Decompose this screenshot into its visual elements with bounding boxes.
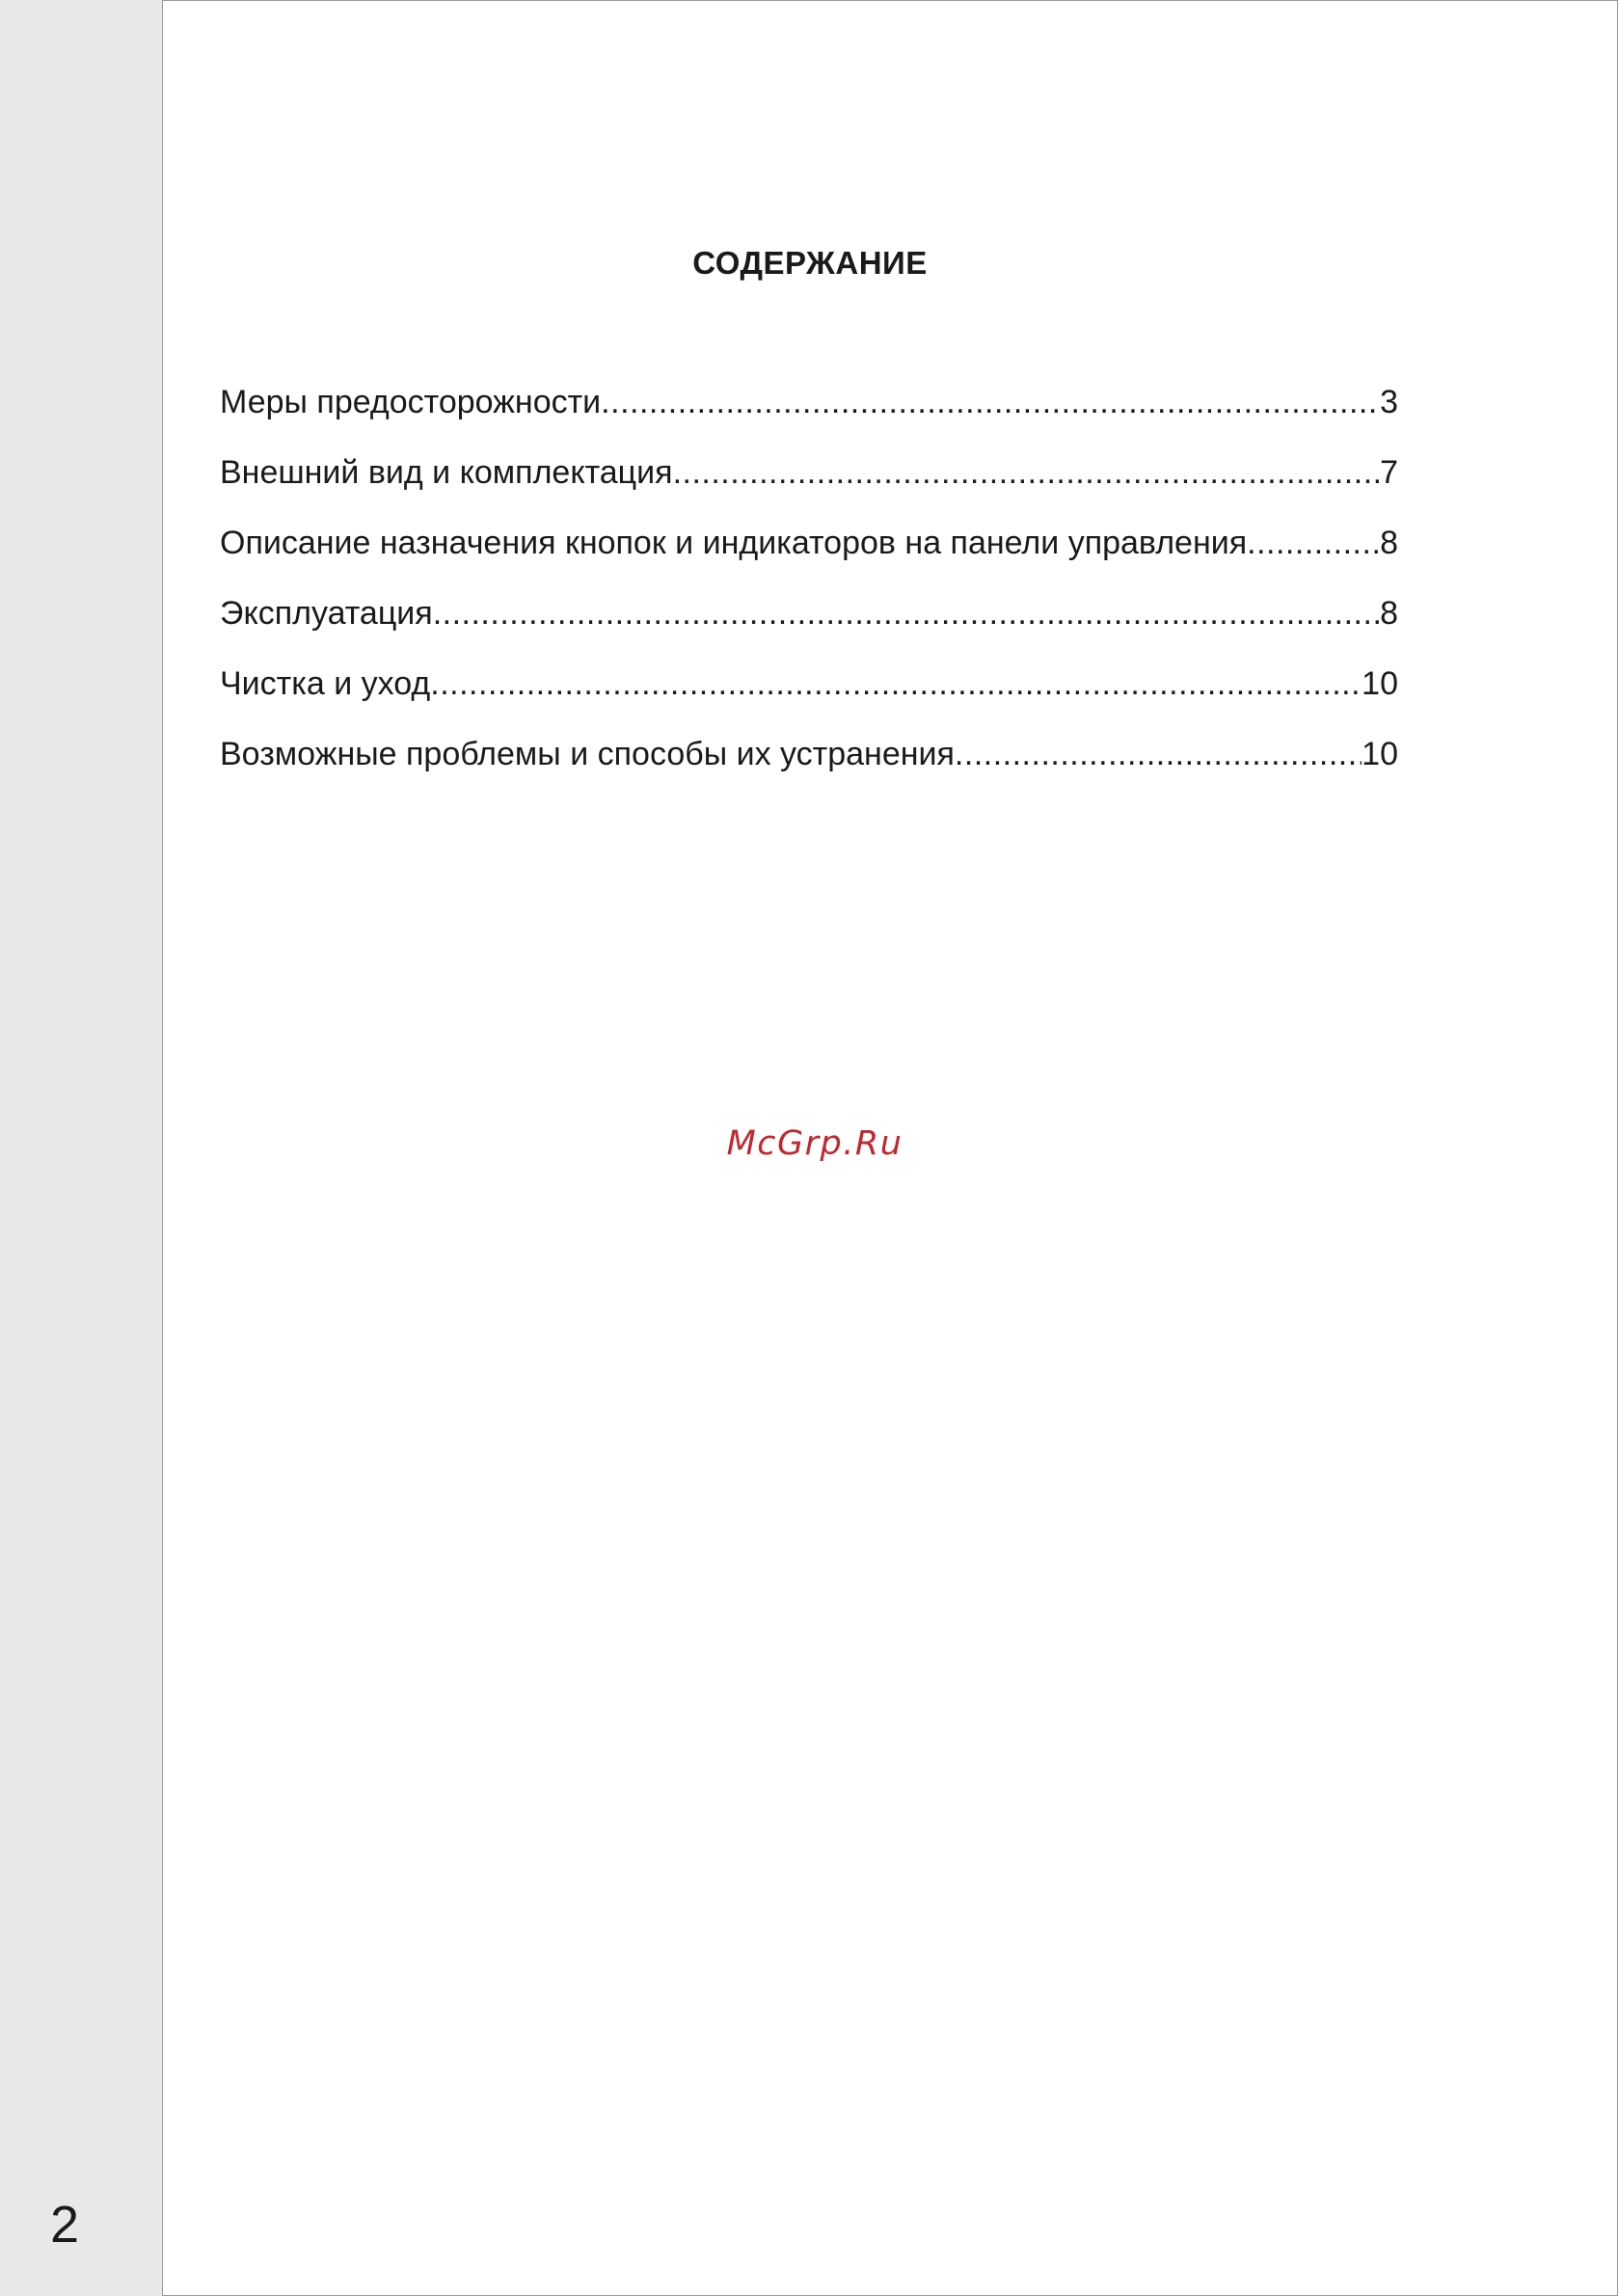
toc-entry-label: Чистка и уход bbox=[220, 665, 431, 702]
watermark: McGrp.Ru bbox=[726, 1124, 903, 1163]
toc-entry[interactable] bbox=[220, 595, 1398, 665]
toc-dot-leader bbox=[955, 736, 1362, 773]
toc-entry[interactable] bbox=[220, 454, 1398, 525]
toc-entry-label: Внешний вид и комплектация bbox=[220, 454, 673, 491]
toc-dot-leader bbox=[673, 454, 1381, 492]
toc-entry-page: 3 bbox=[1380, 384, 1398, 420]
toc-entry[interactable] bbox=[220, 384, 1398, 454]
toc-entry-page: 8 bbox=[1380, 595, 1398, 632]
page-number: 2 bbox=[50, 2196, 80, 2254]
toc-entry[interactable] bbox=[220, 665, 1398, 736]
toc-entry-page: 8 bbox=[1380, 525, 1398, 561]
toc-dot-leader bbox=[601, 384, 1380, 421]
toc-entry-page: 10 bbox=[1362, 665, 1398, 702]
toc-entry[interactable] bbox=[220, 525, 1398, 595]
toc-entry-label: Меры предосторожности bbox=[220, 384, 602, 420]
toc-entry-label: Эксплуатация bbox=[220, 595, 433, 632]
toc-dot-leader bbox=[430, 665, 1362, 703]
page-side-strip bbox=[0, 0, 162, 2296]
toc-dot-leader bbox=[1247, 525, 1380, 562]
toc-entry-page: 7 bbox=[1380, 454, 1398, 491]
toc-entry-label: Возможные проблемы и способы их устранения bbox=[220, 736, 955, 772]
toc-entry-page: 10 bbox=[1362, 736, 1398, 772]
toc-dot-leader bbox=[433, 595, 1380, 633]
toc-entry-label: Описание назначения кнопок и индикаторов на панели управления bbox=[220, 525, 1248, 561]
table-of-contents bbox=[220, 384, 1398, 806]
toc-title: СОДЕРЖАНИЕ bbox=[692, 245, 928, 281]
toc-entry[interactable] bbox=[220, 736, 1398, 806]
